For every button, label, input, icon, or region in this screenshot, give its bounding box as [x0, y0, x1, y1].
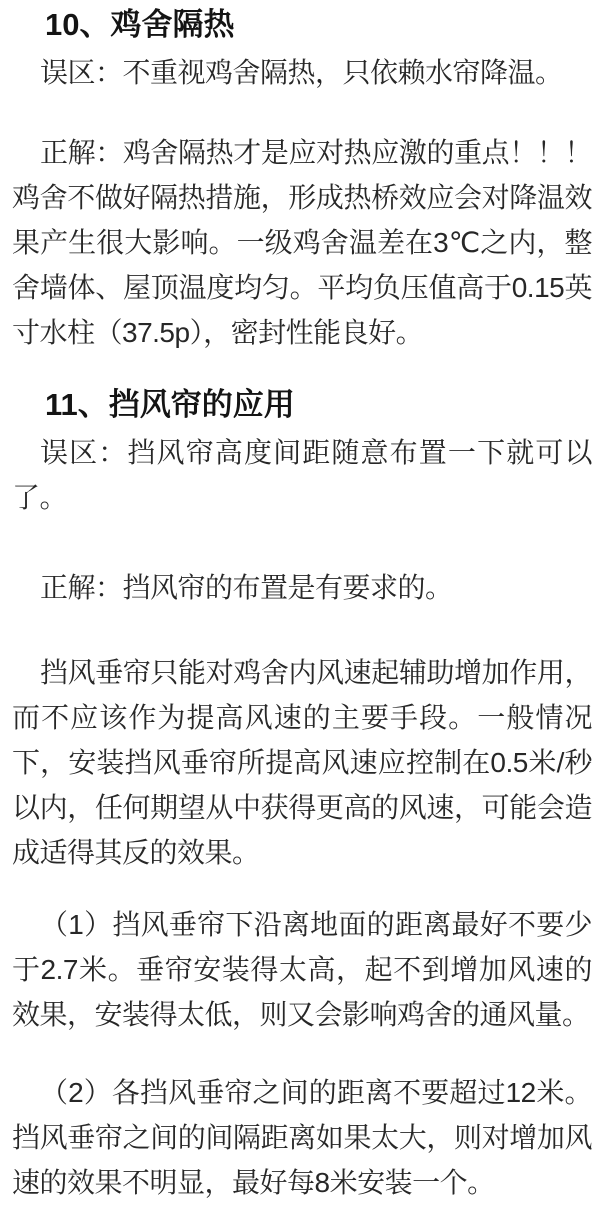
section-10-misconception: 误区：不重视鸡舍隔热，只依赖水帘降温。: [40, 57, 563, 88]
section-10: [12, 5, 592, 355]
section-11-heading: 11、挡风帘的应用: [45, 387, 295, 422]
section-11-list-item-2: （2）各挡风垂帘之间的距离不要超过12米。挡风垂帘之间的间隔距离如果太大，则对增加风速的效果不明显，最好每8米安装一个。: [12, 1077, 592, 1198]
section-10-answer: 正解：鸡舍隔热才是应对热应激的重点！！！鸡舍不做好隔热措施，形成热桥效应会对降温效果产生很大影响。一级鸡舍温差在3℃之内，整舍墙体、屋顶温度均匀。平均负压值高于0.15英寸水柱（37.5p），密封性能良好。: [12, 137, 592, 348]
section-11: [12, 385, 592, 1205]
section-11-list-item-1: （1）挡风垂帘下沿离地面的距离最好不要少于2.7米。垂帘安装得太高，起不到增加风速的效果，安装得太低，则又会影响鸡舍的通风量。: [12, 909, 592, 1030]
section-11-paragraph: 挡风垂帘只能对鸡舍内风速起辅助增加作用，而不应该作为提高风速的主要手段。一般情况下，安装挡风垂帘所提高风速应控制在0.5米/秒以内，任何期望从中获得更高的风速，可能会造成适得其反的效果。: [12, 657, 592, 868]
section-10-heading: 10、鸡舍隔热: [45, 7, 235, 42]
section-11-misconception: 误区：挡风帘高度间距随意布置一下就可以了。: [12, 437, 592, 513]
section-11-answer: 正解：挡风帘的布置是有要求的。: [40, 572, 453, 603]
